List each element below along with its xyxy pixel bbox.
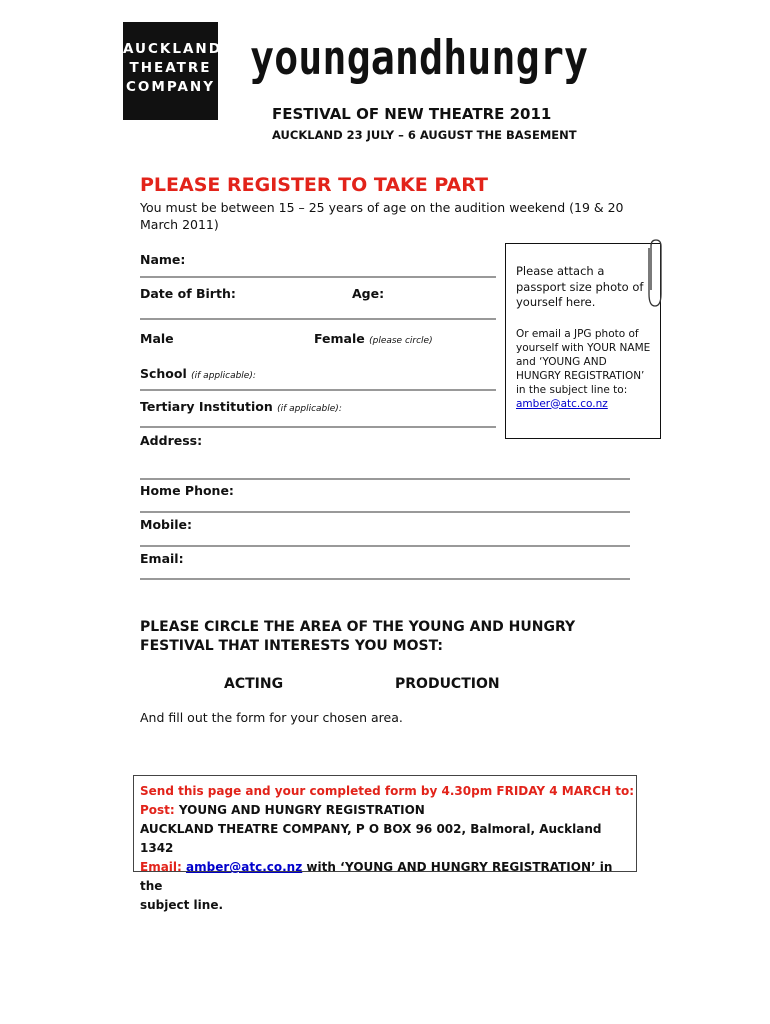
- name-field-line[interactable]: [140, 276, 496, 278]
- age-note: You must be between 15 – 25 years of age on the audition weekend (19 & 20 March 2011): [140, 200, 624, 232]
- send-email-line: [140, 858, 636, 896]
- send-deadline: Send this page and your completed form by 4.30pm FRIDAY 4 MARCH to:: [140, 784, 635, 798]
- photo-attach-text: Please attach a passport size photo of yourself here.: [516, 264, 644, 309]
- festival-title: FESTIVAL OF NEW THEATRE 2011: [272, 105, 552, 123]
- production-option[interactable]: PRODUCTION: [395, 676, 500, 692]
- interest-heading: PLEASE CIRCLE THE AREA OF THE YOUNG AND HUNGRY FESTIVAL THAT INTERESTS YOU MOST:: [140, 619, 576, 654]
- home-phone-field-line[interactable]: [140, 511, 630, 513]
- age-label: Age:: [352, 286, 385, 301]
- address-field-line[interactable]: [140, 478, 630, 480]
- name-label: Name:: [140, 252, 186, 267]
- photo-email-instructions: Or email a JPG photo of yourself with YOUR NAME and ‘YOUNG AND HUNGRY REGISTRATION’ in the subject line to:: [516, 327, 651, 396]
- send-address: AUCKLAND THEATRE COMPANY, P O BOX 96 002, Balmoral, Auckland 1342: [140, 822, 602, 855]
- register-heading: PLEASE REGISTER TO TAKE PART: [140, 174, 488, 196]
- school-field-line[interactable]: [140, 389, 496, 391]
- tertiary-note: (if applicable):: [277, 404, 342, 414]
- acting-option[interactable]: ACTING: [224, 676, 284, 692]
- mobile-field-line[interactable]: [140, 545, 630, 547]
- tertiary-label-group: [140, 399, 342, 414]
- send-email-link[interactable]: amber@atc.co.nz: [186, 860, 303, 874]
- tertiary-field-line[interactable]: [140, 426, 496, 428]
- tertiary-label: Tertiary Institution: [140, 399, 273, 414]
- dob-label: Date of Birth:: [140, 286, 236, 301]
- post-label: Post:: [140, 803, 175, 817]
- photo-box[interactable]: [505, 243, 661, 439]
- send-post-line: [140, 801, 636, 820]
- atc-logo-line: COMPANY: [126, 79, 215, 95]
- paperclip-icon: [644, 238, 664, 310]
- email-field-line[interactable]: [140, 578, 630, 580]
- post-value: YOUNG AND HUNGRY REGISTRATION: [178, 803, 425, 817]
- atc-logo-line: THEATRE: [129, 60, 212, 76]
- school-note: (if applicable):: [191, 371, 256, 381]
- atc-logo: [123, 22, 222, 120]
- email-label: Email:: [140, 551, 184, 566]
- send-email-label: Email:: [140, 860, 182, 874]
- home-phone-label: Home Phone:: [140, 483, 234, 498]
- atc-logo-line: AUCKLAND: [123, 41, 222, 57]
- dob-field-line[interactable]: [140, 318, 496, 320]
- address-label: Address:: [140, 433, 203, 448]
- send-email-suffix: with ‘YOUNG AND HUNGRY REGISTRATION’ in the: [140, 860, 613, 893]
- school-label: School: [140, 366, 187, 381]
- send-instructions-box: [133, 775, 637, 912]
- svg-text:youngandhungry: [250, 31, 588, 86]
- logo-wordmark: youngandhungry: [250, 31, 588, 86]
- festival-subtitle: AUCKLAND 23 JULY – 6 AUGUST THE BASEMENT: [272, 128, 577, 142]
- fill-form-note: And fill out the form for your chosen area.: [140, 710, 403, 725]
- young-and-hungry-logo: [250, 31, 590, 106]
- photo-email-text: [516, 327, 652, 411]
- photo-email-link[interactable]: amber@atc.co.nz: [516, 397, 608, 410]
- mobile-label: Mobile:: [140, 517, 193, 532]
- female-option[interactable]: [314, 331, 433, 346]
- send-last-line: subject line.: [140, 898, 224, 912]
- male-option[interactable]: Male: [140, 331, 174, 346]
- please-circle-note: (please circle): [369, 336, 433, 346]
- school-label-group: [140, 366, 256, 381]
- female-label: Female: [314, 331, 365, 346]
